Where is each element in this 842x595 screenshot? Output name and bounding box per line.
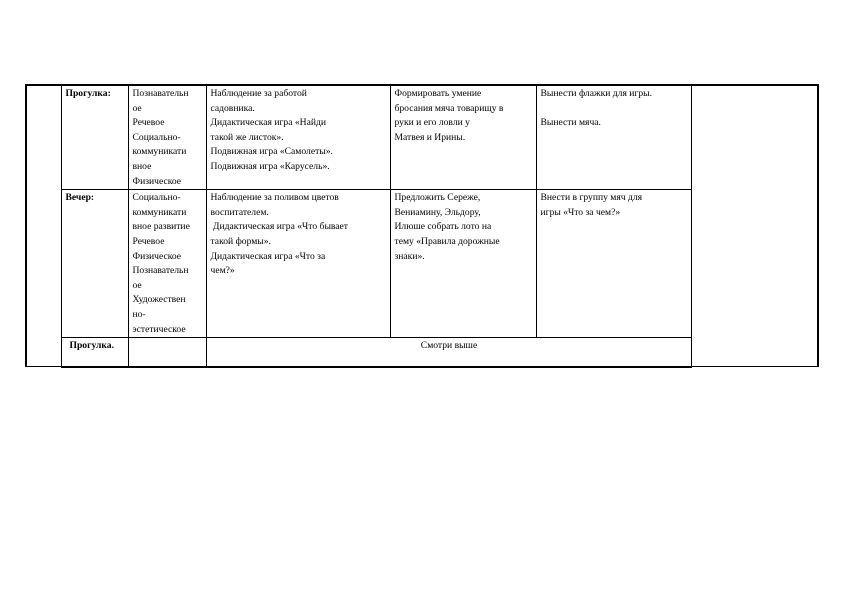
activity-line: воспитателем. (210, 206, 269, 218)
individual-line: руки и его ловли у (394, 117, 470, 129)
activity-line: Дидактическая игра «Что за (210, 250, 326, 262)
area-line: но- (132, 308, 146, 320)
area-line: коммуникати (132, 146, 187, 158)
environment-cell (536, 85, 691, 190)
activity-line: такой формы». (210, 235, 271, 247)
educational-areas-cell (128, 85, 206, 190)
environment-line: Вынести мяча. (540, 116, 601, 128)
activity-line: такой же листок». (210, 131, 284, 143)
area-line: коммуникати (132, 206, 187, 218)
individual-line: знаки». (394, 250, 425, 262)
area-line: ое (132, 279, 142, 291)
activity-line: садовника. (210, 102, 255, 114)
period-label: Вечер: (61, 190, 128, 338)
activities-cell (206, 190, 390, 338)
area-line: Познавательн (132, 265, 189, 277)
activity-line: Подвижная игра «Самолеты». (210, 146, 333, 158)
activity-line: Подвижная игра «Карусель». (210, 160, 330, 172)
individual-work-cell (390, 85, 536, 190)
area-line: эстетическое (132, 323, 186, 335)
individual-work-cell (390, 190, 536, 338)
activity-line: Дидактическая игра «Что бывает (210, 221, 348, 233)
environment-line: игры «Что за чем?» (540, 206, 621, 218)
individual-line: тему «Правила дорожные (394, 235, 500, 247)
environment-line: Вынести флажки для игры. (540, 88, 652, 99)
educational-areas-cell (128, 190, 206, 338)
area-line: Художествен (132, 294, 186, 306)
environment-cell (536, 190, 691, 338)
period-label: Прогулка: (61, 85, 128, 190)
table-row-walk (26, 85, 818, 190)
parents-cell (691, 85, 818, 367)
area-line: Социально- (132, 131, 181, 143)
see-above-cell: Смотри выше (206, 338, 691, 367)
activity-line: Дидактическая игра «Найди (210, 117, 326, 129)
educational-areas-cell (128, 338, 206, 367)
individual-line: Илюше собрать лото на (394, 221, 492, 233)
environment-gap (541, 102, 688, 116)
area-line: Физическое (132, 250, 182, 262)
activity-line: чем?» (210, 265, 235, 277)
area-line: Речевое (132, 235, 165, 247)
area-line: Физическое (132, 175, 182, 187)
activity-line: Наблюдение за поливом цветов (210, 192, 339, 204)
activity-line: Наблюдение за работой (210, 88, 307, 99)
area-line: вное (132, 160, 152, 172)
area-line: Познавательн (132, 88, 189, 99)
day-cell (26, 85, 61, 367)
period-label: Прогулка. (61, 338, 128, 367)
area-line: вное развитие (132, 221, 190, 233)
individual-line: бросания мяча товарищу в (394, 102, 504, 114)
area-line: ое (132, 102, 142, 114)
environment-line: Внести в группу мяч для (540, 192, 643, 204)
individual-line: Предложить Сереже, (394, 192, 481, 204)
daily-plan-table (25, 84, 819, 368)
individual-line: Формировать умение (394, 88, 482, 99)
area-line: Социально- (132, 192, 181, 204)
individual-line: Вениамину, Эльдору, (394, 206, 481, 218)
activities-cell (206, 85, 390, 190)
area-line: Речевое (132, 117, 165, 129)
individual-line: Матвея и Ирины. (394, 131, 466, 143)
